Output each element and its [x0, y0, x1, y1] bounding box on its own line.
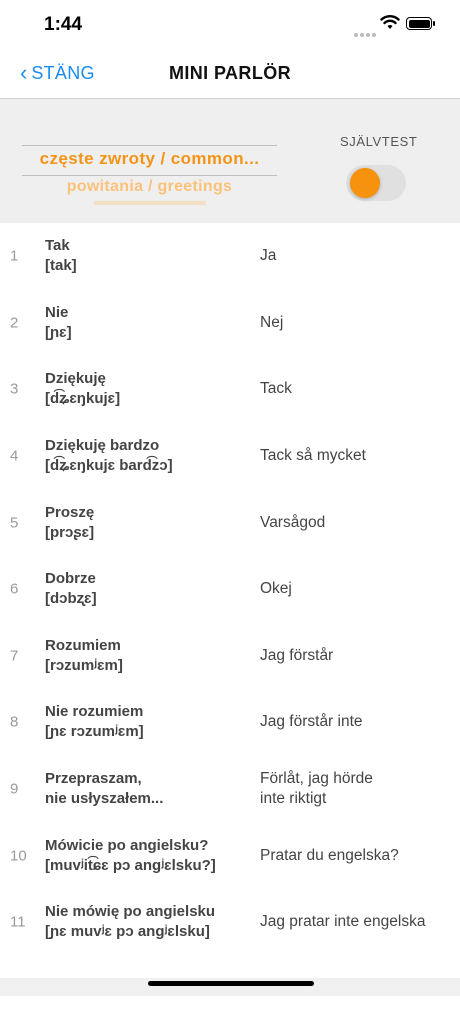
phrase-polish: Nie mówię po angielsku — [45, 903, 216, 921]
phrase-list — [0, 223, 460, 1022]
phrase-source — [45, 369, 255, 409]
phrase-translation: Nej — [260, 313, 284, 331]
phrase-pronunciation: nie usłyszałem... — [45, 790, 164, 808]
phrase-source — [45, 636, 255, 676]
phrase-row[interactable] — [0, 756, 460, 823]
phrase-polish: Tak — [45, 237, 70, 255]
category-picker-faded-option: ▬▬▬▬▬▬▬▬ — [94, 192, 206, 208]
phrase-number: 5 — [10, 514, 19, 532]
phrase-source — [45, 836, 255, 876]
phrase-row[interactable] — [0, 623, 460, 690]
phrase-number: 8 — [10, 713, 19, 731]
phrase-number: 1 — [10, 247, 19, 265]
phrase-polish: Nie rozumiem — [45, 703, 144, 721]
phrase-source — [45, 236, 255, 276]
phrase-translation: Förlåt, jag hörde inte riktigt — [260, 770, 373, 808]
phrase-translation: Jag pratar inte engelska — [260, 913, 426, 931]
phrase-row[interactable] — [0, 489, 460, 556]
page-title: MINI PARLÖR — [168, 63, 292, 83]
phrase-translation: Ja — [260, 247, 277, 265]
phrase-polish: Dziękuję — [45, 370, 106, 388]
phrase-row[interactable] — [0, 822, 460, 889]
picker-divider-bottom — [22, 175, 277, 176]
phrase-pronunciation: [dɔbʐɛ] — [45, 590, 97, 608]
status-time: 1:44 — [44, 14, 83, 35]
phrase-pronunciation: [ɲɛ muvʲɛ pɔ anɡʲɛlsku] — [45, 923, 210, 941]
wifi-icon — [380, 14, 400, 35]
phrase-translation: Varsågod — [260, 513, 326, 531]
phrase-source — [45, 436, 255, 476]
phrase-translation: Jag förstår — [260, 646, 334, 664]
phrase-source — [45, 303, 255, 343]
phrase-number: 4 — [10, 447, 19, 465]
phrase-translation: Tack — [260, 380, 292, 398]
phrase-polish: Dobrze — [45, 570, 96, 588]
phrase-row[interactable] — [0, 290, 460, 357]
phrase-source — [45, 503, 255, 543]
navigation-bar — [0, 50, 460, 99]
close-button-label: STÄNG — [31, 62, 95, 83]
phrase-number: 10 — [10, 847, 27, 865]
phrase-row[interactable] — [0, 223, 460, 290]
phrase-row[interactable] — [0, 556, 460, 623]
phrase-polish: Rozumiem — [45, 636, 121, 654]
battery-icon — [406, 17, 432, 30]
phrase-polish: Proszę — [45, 503, 95, 521]
phrase-translation: Tack så mycket — [260, 447, 366, 465]
toggle-knob — [350, 168, 380, 198]
phrase-pronunciation: [tak] — [45, 257, 77, 275]
phrase-number: 6 — [10, 580, 19, 598]
phrase-number: 11 — [10, 913, 26, 931]
phrase-row[interactable] — [0, 889, 460, 956]
phrase-number: 9 — [10, 780, 19, 798]
phrase-polish: Nie — [45, 303, 69, 321]
home-indicator[interactable] — [148, 981, 314, 986]
self-test-toggle[interactable] — [346, 165, 406, 201]
phrase-pronunciation: [muvʲit͡ɕɛ pɔ anɡʲɛlsku?] — [45, 856, 216, 874]
chevron-left-icon: ‹ — [20, 60, 28, 85]
phrase-pronunciation: [d͡ʑɛŋkujɛ] — [45, 390, 121, 408]
category-picker-next-option[interactable]: powitania / greetings — [66, 178, 233, 195]
phrase-number: 3 — [10, 380, 19, 398]
phrase-polish: Przepraszam, — [45, 770, 142, 788]
self-test-label: SJÄLVTEST — [340, 134, 418, 149]
phrase-number: 2 — [10, 314, 19, 332]
phrase-pronunciation: [ɲɛ rɔzumʲɛm] — [45, 723, 144, 741]
phrase-pronunciation: [rɔzumʲɛm] — [45, 656, 123, 674]
picker-divider-top — [22, 145, 277, 146]
phrase-source — [45, 769, 255, 809]
phrase-row[interactable] — [0, 356, 460, 423]
phrase-translation: Pratar du engelska? — [260, 846, 399, 864]
status-bar — [0, 0, 460, 50]
phrase-translation: Okej — [260, 580, 292, 598]
phrase-number: 7 — [10, 647, 19, 665]
phrase-pronunciation: [ɲɛ] — [45, 323, 72, 341]
phrase-polish: Dziękuję bardzo — [45, 437, 160, 455]
phrase-polish: Mówicie po angielsku? — [45, 836, 209, 854]
category-picker-selected[interactable]: częste zwroty / common... — [39, 149, 260, 168]
phrase-row[interactable] — [0, 689, 460, 756]
phrase-row[interactable] — [0, 423, 460, 490]
phrase-pronunciation: [d͡ʑɛŋkujɛ bard͡zɔ] — [45, 457, 173, 475]
phrase-source — [45, 702, 255, 742]
phrase-translation: Jag förstår inte — [260, 713, 363, 731]
cellular-signal-icon — [354, 24, 378, 42]
phrase-source — [45, 902, 255, 942]
phrase-source — [45, 569, 255, 609]
phrase-pronunciation: [prɔʂɛ] — [45, 523, 95, 541]
